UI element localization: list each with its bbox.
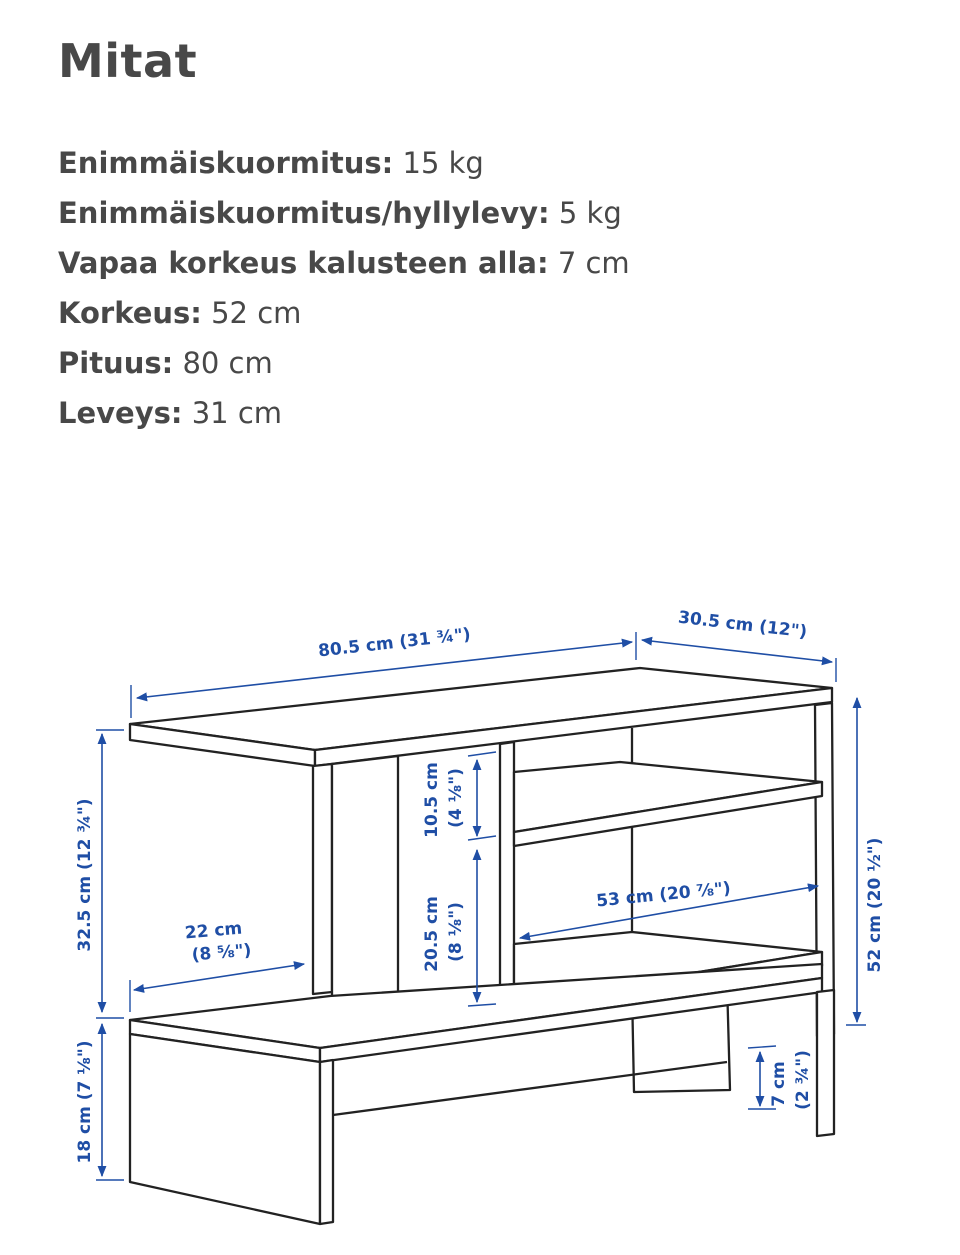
spec-label: Enimmäiskuormitus/hyllylevy: [58, 196, 550, 230]
spec-label: Enimmäiskuormitus: [58, 146, 394, 180]
spec-value: 15 kg [402, 146, 484, 180]
spec-item-width [58, 390, 630, 440]
spec-value: 52 cm [211, 296, 302, 330]
center-front-panel [332, 756, 398, 1012]
shelf-gap-label-inch: (4 ⅛") [446, 768, 466, 828]
shelf-gap-label: 10.5 cm [422, 762, 442, 838]
clearance-label: 7 cm [769, 1061, 789, 1107]
lower-front-panel [130, 1034, 320, 1224]
left-gap-label-inch: (8 ⅝") [190, 940, 253, 966]
spec-item-max-load [58, 140, 630, 190]
depth-dimension-line [642, 640, 832, 662]
spec-label: Vapaa korkeus kalusteen alla: [58, 246, 549, 280]
left-support-panel [313, 764, 332, 994]
spec-value: 7 cm [557, 246, 630, 280]
depth-label: 30.5 cm (12") [677, 607, 809, 643]
lower-height-label: 18 cm (7 ⅛") [75, 1040, 95, 1164]
shelf-width-label: 53 cm (20 ⅞") [595, 878, 732, 912]
left-gap-label: 22 cm [184, 918, 244, 944]
lower-gap-label: 20.5 cm [422, 896, 442, 972]
page-title: Mitat [58, 34, 198, 88]
lower-gap-label-inch: (8 ⅛") [446, 902, 466, 962]
extension-line [468, 752, 496, 756]
spec-item-height [58, 290, 630, 340]
total-height-label: 52 cm (20 ½") [865, 837, 885, 973]
spec-label: Leveys: [58, 396, 183, 430]
spec-item-length [58, 340, 630, 390]
spec-list [58, 140, 630, 440]
left-gap-dimension-line [134, 964, 304, 990]
lower-front-panel-edge [320, 1060, 333, 1224]
spec-item-clearance [58, 240, 630, 290]
spec-label: Pituus: [58, 346, 174, 380]
total-length-label: 80.5 cm (31 ¾") [317, 624, 472, 662]
extension-line [748, 1046, 776, 1048]
clearance-label-inch: (2 ¾") [793, 1050, 813, 1110]
right-lower-panel [817, 990, 834, 1136]
spec-value: 5 kg [558, 196, 622, 230]
spec-value: 80 cm [182, 346, 273, 380]
dimension-diagram [0, 600, 960, 1255]
extension-line [468, 836, 496, 840]
spec-label: Korkeus: [58, 296, 202, 330]
middle-divider [500, 742, 514, 1012]
spec-item-max-load-per-shelf [58, 190, 630, 240]
upper-height-label: 32.5 cm (12 ¾") [75, 798, 95, 952]
spec-value: 31 cm [191, 396, 283, 430]
